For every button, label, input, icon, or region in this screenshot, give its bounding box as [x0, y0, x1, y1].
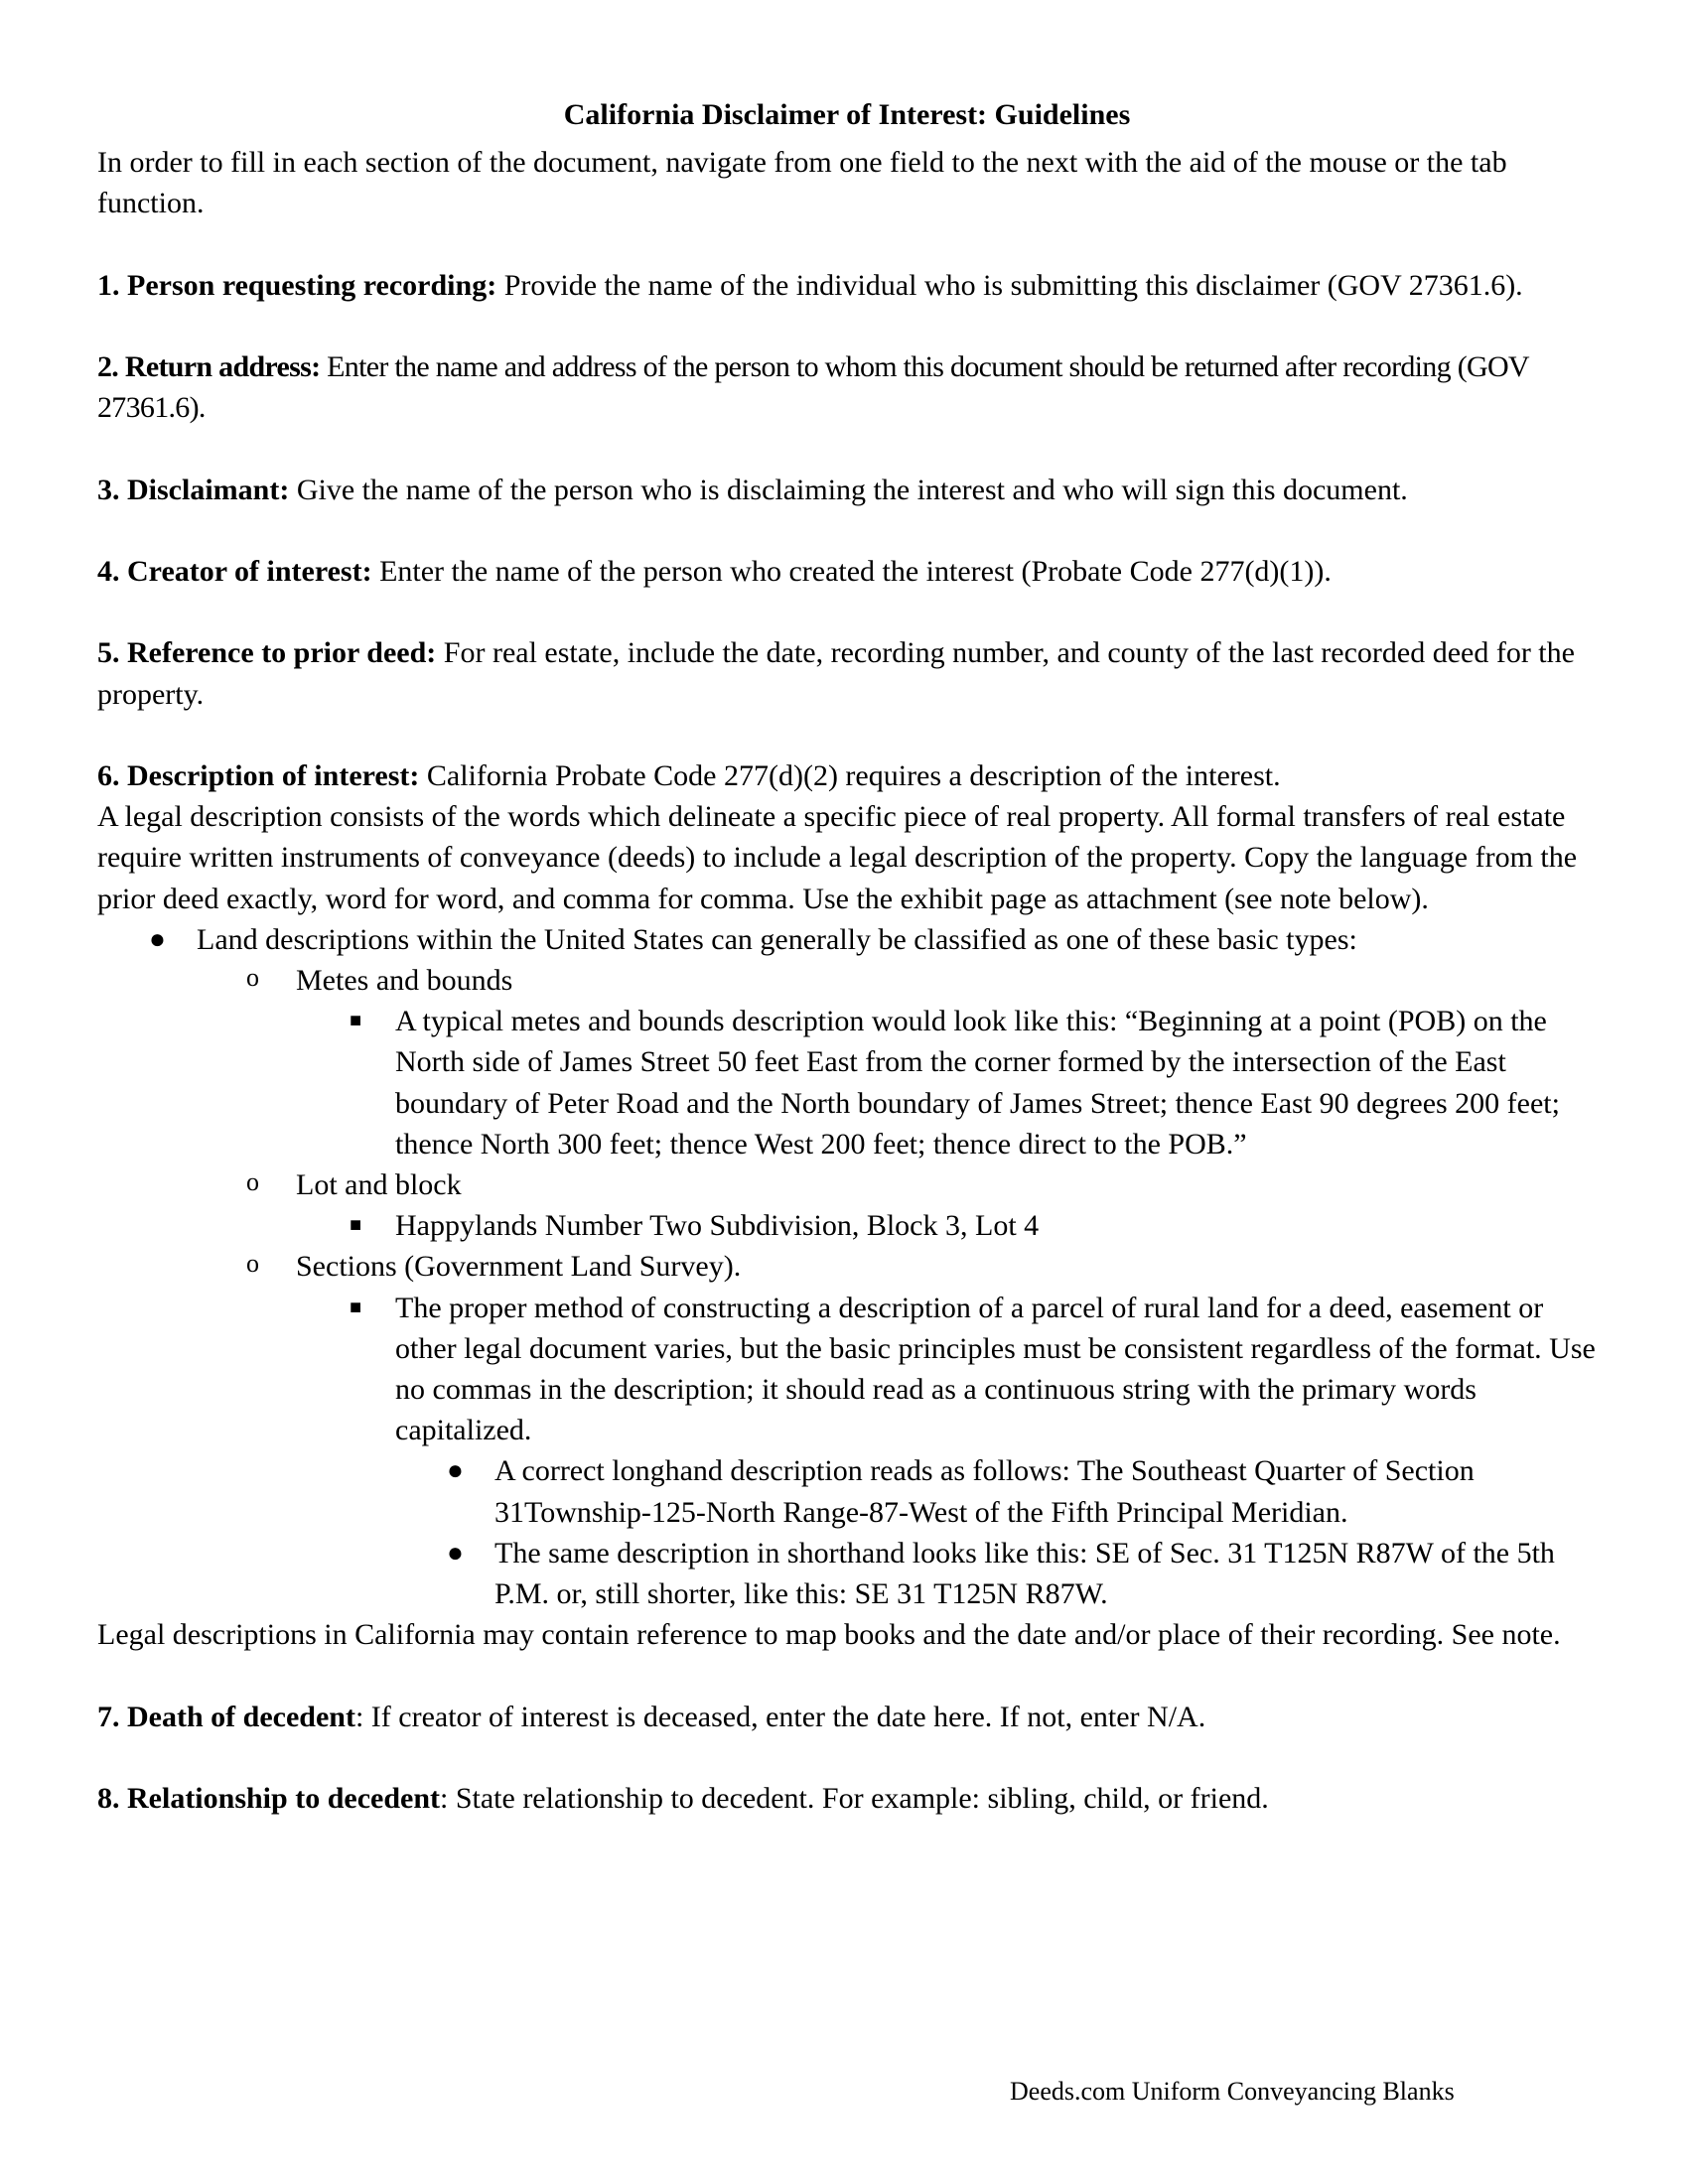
circle-bullet-icon: o	[246, 1249, 259, 1279]
document-page	[97, 94, 1597, 1819]
lot-title: Lot and block	[296, 1167, 462, 1201]
lot-example: Happylands Number Two Subdivision, Block 3, Lot 4	[395, 1209, 1040, 1243]
section-4-text: Enter the name of the person who created the interest (Probate Code 277(d)(1)).	[371, 554, 1332, 588]
bullet-icon: ●	[447, 1455, 464, 1487]
list-item	[97, 1450, 1597, 1532]
square-bullet-icon: ■	[350, 1010, 362, 1032]
circle-bullet-icon: o	[246, 1166, 259, 1196]
list-item	[97, 1288, 1597, 1451]
section-7-label: 7. Death of decedent	[97, 1700, 355, 1733]
list-item	[97, 1164, 1597, 1205]
page-footer: Deeds.com Uniform Conveyancing Blanks	[1010, 2077, 1455, 2106]
bullet-icon: ●	[149, 923, 166, 955]
section-1-text: Provide the name of the individual who is submitting this disclaimer (GOV 27361.6).	[496, 268, 1523, 302]
section-2	[97, 346, 1597, 428]
section-8	[97, 1778, 1597, 1819]
metes-title: Metes and bounds	[296, 963, 513, 997]
list-item	[97, 919, 1597, 960]
section-4-label: 4. Creator of interest:	[97, 554, 372, 588]
section-1	[97, 265, 1597, 306]
list-item	[97, 1001, 1597, 1164]
square-bullet-icon: ■	[350, 1214, 362, 1237]
section-5-label: 5. Reference to prior deed:	[97, 636, 437, 670]
legal-description-paragraph: A legal description consists of the words which delineate a specific piece of real property. All formal transfers of real estate require written instruments of conveyance (deeds) to include a legal description of the property. Copy the language from the prior deed exactly, word for word, and comma for comma. Use the exhibit page as attachment (see note below).	[97, 800, 1578, 915]
list-item	[97, 1246, 1597, 1287]
section-5-text: For real estate, include the date, recording number, and county of the last recorded deed for the property.	[97, 636, 1575, 711]
section-3-label: 3. Disclaimant:	[97, 473, 290, 506]
list-item	[97, 960, 1597, 1001]
section-7-text: : If creator of interest is deceased, enter the date here. If not, enter N/A.	[354, 1700, 1206, 1733]
longhand-example: A correct longhand description reads as follows: The Southeast Quarter of Section 31Township-125-North Range-87-West of the Fifth Principal Meridian.	[494, 1454, 1475, 1529]
section-3	[97, 470, 1597, 510]
section-8-text: : State relationship to decedent. For example: sibling, child, or friend.	[440, 1782, 1269, 1815]
list-item	[97, 1533, 1597, 1614]
shorthand-example: The same description in shorthand looks like this: SE of Sec. 31 T125N R87W of the 5th P.M. or, still shorter, like this: SE 31 T125N R87W.	[494, 1536, 1555, 1611]
section-4	[97, 551, 1597, 592]
section-2-text: Enter the name and address of the person to whom this document should be returned after recording (GOV 27361.6).	[97, 349, 1529, 425]
section-8-label: 8. Relationship to decedent	[97, 1782, 440, 1815]
land-types-intro: Land descriptions within the United States can generally be classified as one of these basic types:	[197, 922, 1357, 956]
circle-bullet-icon: o	[246, 962, 259, 992]
square-bullet-icon: ■	[350, 1296, 362, 1318]
sections-title: Sections (Government Land Survey).	[296, 1250, 742, 1284]
legal-description-closing: Legal descriptions in California may contain reference to map books and the date and/or place of their recording. See note.	[97, 1618, 1561, 1652]
section-5	[97, 632, 1597, 714]
section-6-label: 6. Description of interest:	[97, 758, 420, 792]
sections-text: The proper method of constructing a description of a parcel of rural land for a deed, easement or other legal document varies, but the basic principles must be consistent regardless of the format. Use no commas in the description; it should read as a continuous string with the primary words capitalized.	[395, 1291, 1596, 1447]
land-types-list	[97, 919, 1597, 1614]
document-title: California Disclaimer of Interest: Guidelines	[563, 98, 1131, 131]
section-1-label: 1. Person requesting recording:	[97, 268, 497, 302]
bullet-icon: ●	[447, 1537, 464, 1569]
section-7	[97, 1697, 1597, 1737]
section-2-label: 2. Return address:	[97, 349, 321, 383]
section-3-text: Give the name of the person who is disclaiming the interest and who will sign this document.	[289, 473, 1408, 506]
metes-example: A typical metes and bounds description would look like this: “Beginning at a point (POB) on the North side of James Street 50 feet East from the corner formed by the intersection of the East boundary of Peter Road and the North boundary of James Street; thence East 90 degrees 200 feet; thence North 300 feet; thence West 200 feet; thence direct to the POB.”	[395, 1005, 1560, 1160]
list-item	[97, 1205, 1597, 1246]
section-6-text: California Probate Code 277(d)(2) requires a description of the interest.	[419, 758, 1281, 792]
section-6	[97, 755, 1597, 796]
intro-paragraph: In order to fill in each section of the document, navigate from one field to the next with the aid of the mouse or the tab function.	[97, 146, 1507, 220]
